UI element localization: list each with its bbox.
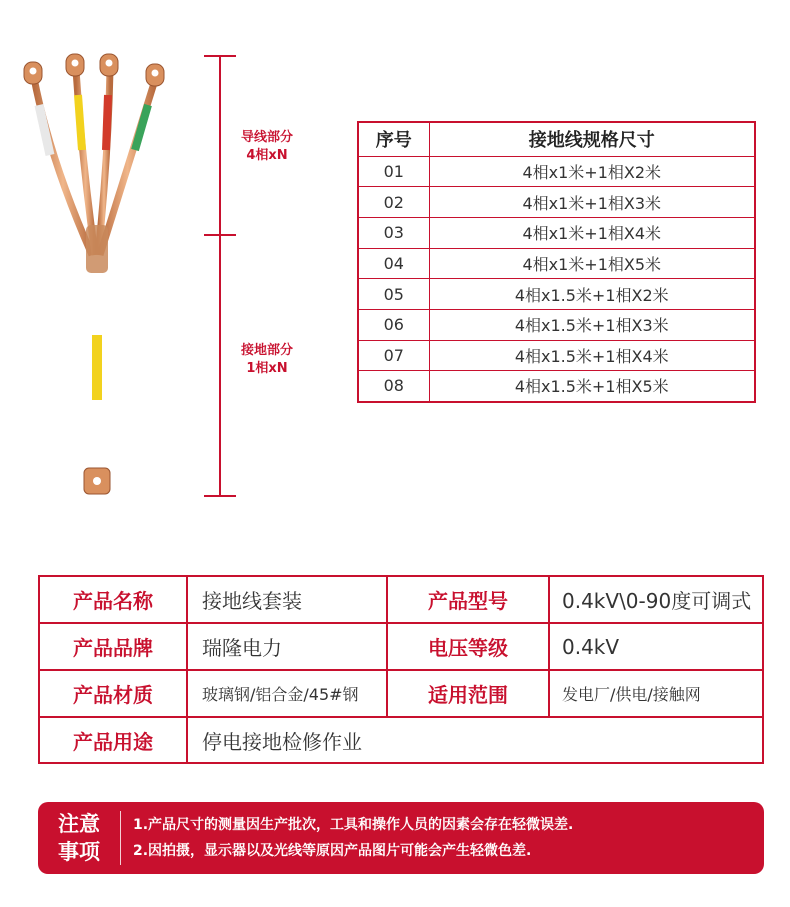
ruler-tick-bottom [204, 495, 236, 497]
info-row [39, 670, 763, 717]
info-key-brand: 产品品牌 [39, 623, 187, 670]
info-key-scope: 适用范围 [387, 670, 549, 717]
notice-line-1: 1.产品尺寸的测量因生产批次，工具和操作人员的因素会存在轻微误差. [133, 817, 574, 833]
table-row [358, 248, 755, 279]
table-row [358, 156, 755, 187]
ground-section-title: 接地部分 [240, 343, 293, 358]
row-spec: 4相x1.5米+1相X5米 [429, 371, 755, 402]
row-index: 07 [358, 340, 429, 371]
info-row [39, 717, 763, 763]
row-spec: 4相x1米+1相X4米 [429, 217, 755, 248]
row-index: 02 [358, 187, 429, 218]
ground-section-quantity: 1相xN [246, 361, 288, 376]
info-value-model: 0.4kV\0-90度可调式 [549, 576, 763, 623]
info-key-name: 产品名称 [39, 576, 187, 623]
row-spec: 4相x1米+1相X5米 [429, 248, 755, 279]
conductor-section-label [212, 129, 322, 165]
table-row [358, 309, 755, 340]
info-value-material: 玻璃钢/铝合金/45#钢 [187, 670, 387, 717]
notice-line-2: 2.因拍摄，显示器以及光线等原因产品图片可能会产生轻微色差. [133, 843, 532, 859]
notice-banner [38, 802, 764, 874]
info-key-model: 产品型号 [387, 576, 549, 623]
row-index: 06 [358, 309, 429, 340]
table-row [358, 217, 755, 248]
ruler-tick-top [204, 55, 236, 57]
table-row [358, 371, 755, 402]
info-value-brand: 瑞隆电力 [187, 623, 387, 670]
header-index: 序号 [358, 122, 429, 156]
ruler-tick-middle [204, 234, 236, 236]
row-index: 05 [358, 279, 429, 310]
info-key-voltage: 电压等级 [387, 623, 549, 670]
table-row [358, 279, 755, 310]
notice-title [38, 810, 120, 866]
info-row [39, 576, 763, 623]
spec-table [357, 121, 756, 403]
conductor-section-title: 导线部分 [240, 130, 293, 145]
info-row [39, 623, 763, 670]
spec-table-header [358, 122, 755, 156]
notice-lines [121, 812, 573, 864]
header-spec: 接地线规格尺寸 [429, 122, 755, 156]
info-value-name: 接地线套装 [187, 576, 387, 623]
table-row [358, 340, 755, 371]
info-value-scope: 发电厂/供电/接触网 [549, 670, 763, 717]
notice-title-line2: 事项 [58, 840, 100, 864]
dimension-ruler [190, 50, 250, 500]
info-key-usage: 产品用途 [39, 717, 187, 763]
product-info-table [38, 575, 764, 764]
conductor-section-quantity: 4相xN [246, 148, 288, 163]
notice-title-line1: 注意 [58, 812, 100, 836]
row-spec: 4相x1.5米+1相X4米 [429, 340, 755, 371]
row-index: 03 [358, 217, 429, 248]
ground-section-label [212, 342, 322, 378]
table-row [358, 187, 755, 218]
row-index: 04 [358, 248, 429, 279]
ruler-vertical-line [219, 55, 221, 497]
row-spec: 4相x1.5米+1相X2米 [429, 279, 755, 310]
row-spec: 4相x1米+1相X3米 [429, 187, 755, 218]
info-key-material: 产品材质 [39, 670, 187, 717]
info-value-voltage: 0.4kV [549, 623, 763, 670]
row-spec: 4相x1米+1相X2米 [429, 156, 755, 187]
grounding-wire-product-image [20, 50, 180, 510]
row-spec: 4相x1.5米+1相X3米 [429, 309, 755, 340]
row-index: 01 [358, 156, 429, 187]
info-value-usage: 停电接地检修作业 [187, 717, 763, 763]
row-index: 08 [358, 371, 429, 402]
